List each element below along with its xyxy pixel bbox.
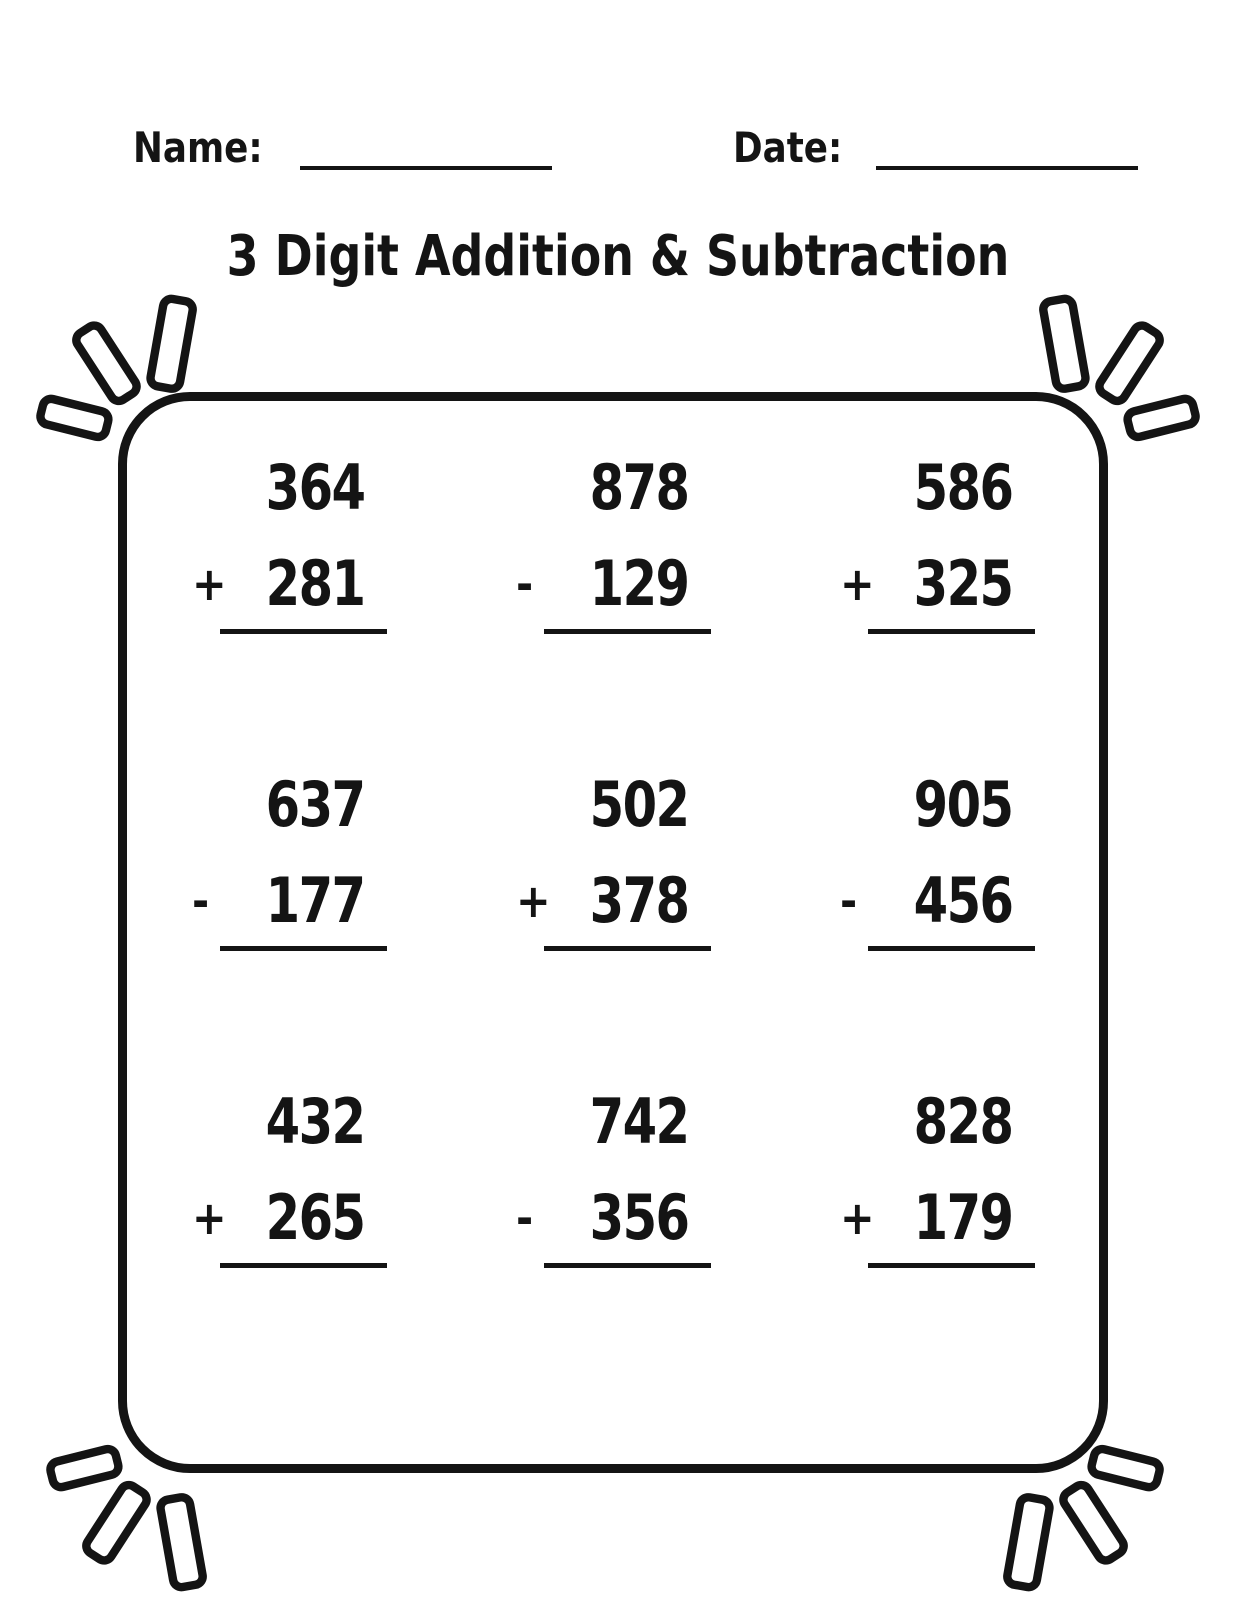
problem-top-number: 432 [265, 1085, 365, 1158]
operator: - [515, 557, 533, 611]
name-blank-line[interactable] [300, 166, 552, 170]
problem-top-number: 637 [265, 768, 365, 841]
corner-burst-icon [1045, 1448, 1185, 1588]
answer-blank-line[interactable] [220, 629, 387, 634]
operator: + [191, 557, 227, 611]
problem-cell [840, 770, 1035, 951]
problem-bottom-number: 179 [913, 1181, 1013, 1254]
answer-blank-line[interactable] [544, 946, 711, 951]
answer-blank-line[interactable] [544, 1263, 711, 1268]
operator: - [839, 874, 857, 928]
name-label: Name: [133, 123, 263, 172]
problem-top-number: 502 [589, 768, 689, 841]
operator: + [191, 1191, 227, 1245]
page-title: 3 Digit Addition & Subtraction [226, 224, 1010, 289]
answer-blank-line[interactable] [544, 629, 711, 634]
problem-top-number: 586 [913, 451, 1013, 524]
problem-bottom-number: 456 [913, 864, 1013, 937]
problem-cell [516, 453, 711, 634]
problem-bottom-number: 325 [913, 547, 1013, 620]
problem-top-number: 878 [589, 451, 689, 524]
problem-bottom-number: 129 [589, 547, 689, 620]
answer-blank-line[interactable] [868, 1263, 1035, 1268]
name-field [133, 122, 552, 174]
problems-grid [127, 401, 1099, 1268]
problem-cell [840, 1087, 1035, 1268]
corner-burst-icon [1081, 298, 1221, 438]
problem-top-number: 742 [589, 1085, 689, 1158]
problem-top-number: 828 [913, 1085, 1013, 1158]
problem-top-number: 905 [913, 768, 1013, 841]
answer-blank-line[interactable] [220, 1263, 387, 1268]
problem-cell [192, 1087, 387, 1268]
operator: + [515, 874, 551, 928]
problem-bottom-number: 356 [589, 1181, 689, 1254]
problem-cell [516, 770, 711, 951]
problem-cell [840, 453, 1035, 634]
date-blank-line[interactable] [876, 166, 1138, 170]
problem-bottom-number: 177 [265, 864, 365, 937]
answer-blank-line[interactable] [868, 629, 1035, 634]
operator: - [515, 1191, 533, 1245]
problem-cell [192, 770, 387, 951]
corner-burst-icon [25, 1448, 165, 1588]
operator: + [839, 557, 875, 611]
problem-cell [516, 1087, 711, 1268]
problem-bottom-number: 265 [265, 1181, 365, 1254]
date-label: Date: [733, 123, 843, 172]
problem-top-number: 364 [265, 451, 365, 524]
problem-bottom-number: 281 [265, 547, 365, 620]
operator: - [191, 874, 209, 928]
answer-blank-line[interactable] [868, 946, 1035, 951]
operator: + [839, 1191, 875, 1245]
problem-cell [192, 453, 387, 634]
date-field [733, 122, 1138, 174]
problem-bottom-number: 378 [589, 864, 689, 937]
answer-blank-line[interactable] [220, 946, 387, 951]
